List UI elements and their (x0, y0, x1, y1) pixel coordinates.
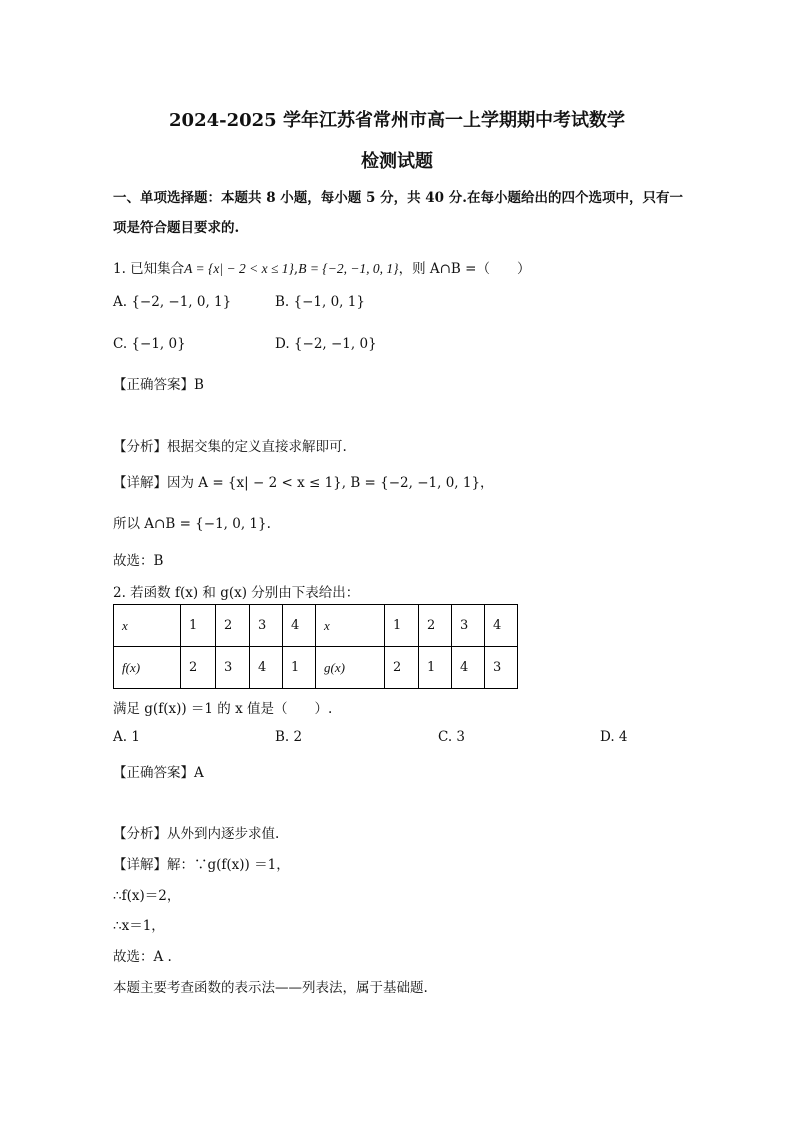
table-cell: f(x) (114, 647, 181, 689)
q1-sep: , (293, 261, 299, 277)
q1-option-c: C. {−1, 0} (113, 336, 186, 352)
q2-option-c: C. 3 (438, 729, 466, 745)
q2-step1: ∴f(x)＝2， (113, 888, 181, 904)
q1-prefix: 1. 已知集合 (113, 261, 185, 277)
q2-option-d: D. 4 (600, 729, 628, 745)
table-cell: 3 (485, 647, 518, 689)
q1-option-a: A. {−2, −1, 0, 1} (113, 294, 232, 310)
q2-stem: 2. 若函数 f(x) 和 g(x) 分别由下表给出： (113, 585, 360, 601)
q2-step2: ∴x＝1， (113, 918, 165, 934)
table-cell: 1 (419, 647, 452, 689)
page-title-line2: 检测试题 (361, 151, 433, 172)
table-cell: 1 (283, 647, 316, 689)
q1-ask: ，则 A∩B =（ ） (398, 261, 531, 277)
page-title-line1: 2024-2025 学年江苏省常州市高一上学期期中考试数学 (169, 110, 625, 131)
q1-analysis: 【分析】根据交集的定义直接求解即可. (113, 439, 347, 455)
q1-stem (113, 257, 530, 277)
table-cell: 4 (452, 647, 485, 689)
table-cell: 1 (181, 605, 216, 647)
table-cell: x (316, 605, 385, 647)
q2-condition: 满足 g(f(x)) ＝1 的 x 值是（ ）. (113, 701, 333, 717)
q1-conclusion: 所以 A∩B = {−1, 0, 1}. (113, 516, 271, 532)
q1-detail: 【详解】因为 A = {x| − 2 < x ≤ 1}, B = {−2, −1, 0, 1}， (113, 475, 494, 491)
table-row (114, 605, 518, 647)
q1-option-d: D. {−2, −1, 0} (275, 336, 377, 352)
table-cell: x (114, 605, 181, 647)
table-cell: g(x) (316, 647, 385, 689)
table-row (114, 647, 518, 689)
table-cell: 2 (419, 605, 452, 647)
table-cell: 3 (216, 647, 250, 689)
q2-function-table (113, 604, 518, 689)
q2-option-b: B. 2 (275, 729, 303, 745)
q2-choose: 故选：A . (113, 949, 172, 965)
table-cell: 2 (181, 647, 216, 689)
section-heading-line2: 项是符合题目要求的. (113, 220, 240, 236)
q1-set-b: B = {−2, −1, 0, 1} (298, 261, 399, 276)
q2-analysis: 【分析】从外到内逐步求值. (113, 826, 280, 842)
table-cell: 2 (216, 605, 250, 647)
table-cell: 4 (485, 605, 518, 647)
table-cell: 3 (250, 605, 283, 647)
q1-option-b: B. {−1, 0, 1} (275, 294, 365, 310)
table-cell: 2 (385, 647, 419, 689)
table-cell: 1 (385, 605, 419, 647)
section-heading-line1: 一、单项选择题：本题共 8 小题，每小题 5 分，共 40 分.在每小题给出的四个选项中，只有一 (113, 190, 683, 206)
q2-note: 本题主要考查函数的表示法——列表法，属于基础题. (113, 980, 428, 996)
q1-set-a: A = {x| − 2 < x ≤ 1} (184, 261, 294, 276)
table-cell: 4 (250, 647, 283, 689)
q1-choose: 故选：B (113, 553, 164, 569)
q1-answer: 【正确答案】B (113, 377, 204, 393)
q2-answer: 【正确答案】A (113, 765, 204, 781)
q2-detail: 【详解】解：∵g(f(x)) ＝1， (113, 857, 290, 873)
table-cell: 4 (283, 605, 316, 647)
q2-option-a: A. 1 (113, 729, 140, 745)
table-cell: 3 (452, 605, 485, 647)
